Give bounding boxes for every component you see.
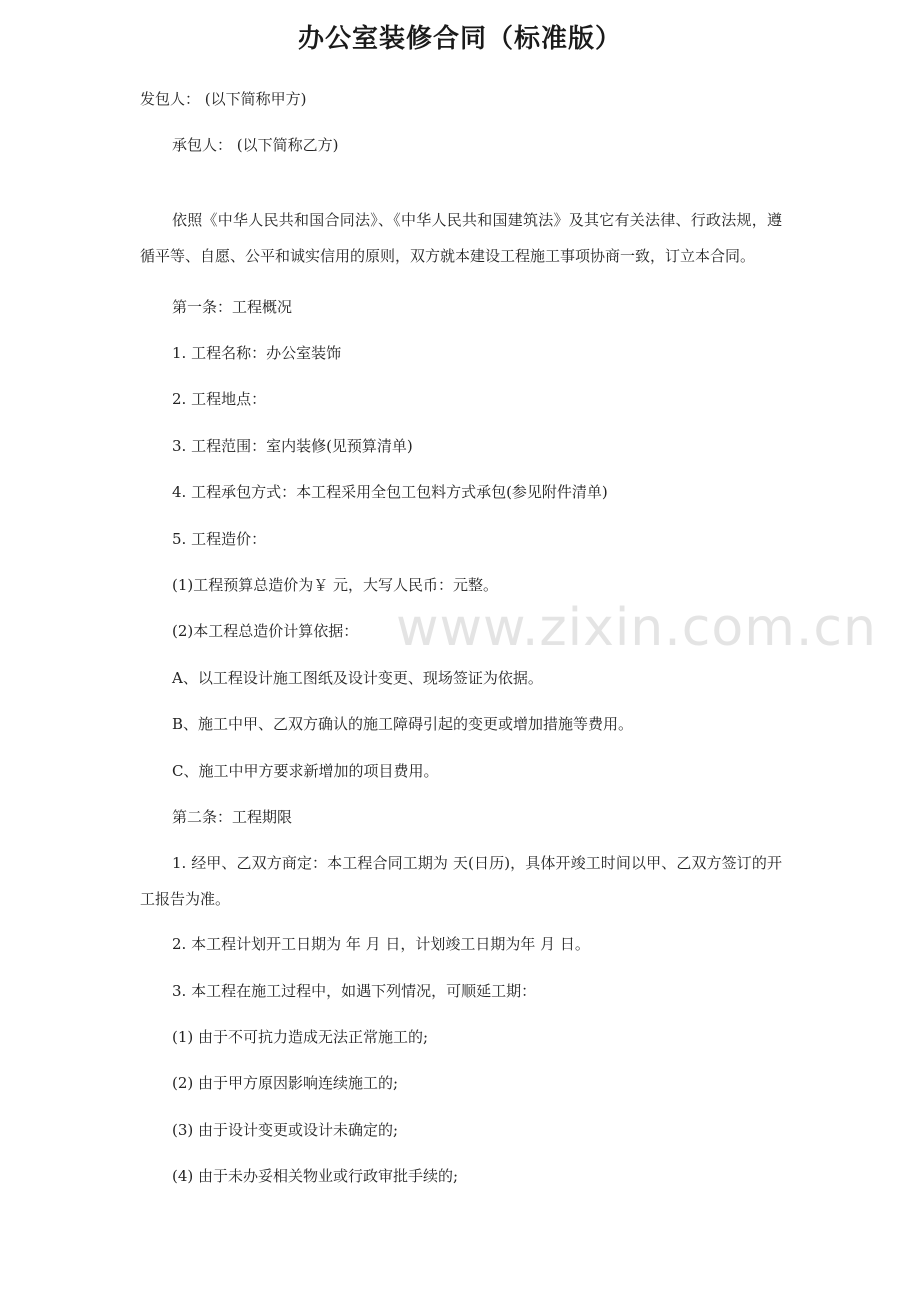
article-1-item-3: 3. 工程范围：室内装修(见预算清单): [172, 437, 413, 455]
watermark: www.zixin.com.cn: [396, 598, 877, 658]
article-2-item-2: 2. 本工程计划开工日期为 年 月 日，计划竣工日期为年 月 日。: [172, 935, 590, 953]
article-2-item-3-case-1: (1) 由于不可抗力造成无法正常施工的;: [172, 1028, 429, 1046]
article-2-item-1: 1. 经甲、乙双方商定：本工程合同工期为 天(日历)，具体开竣工时间以甲、乙双方签订的开工报告为准。: [140, 854, 782, 908]
article-1-item-2: 2. 工程地点：: [172, 390, 267, 408]
article-1-basis-b: B、施工中甲、乙双方确认的施工障碍引起的变更或增加措施等费用。: [172, 715, 634, 733]
article-2-heading: 第二条：工程期限: [172, 808, 293, 826]
article-1-basis-c: C、施工中甲方要求新增加的项目费用。: [172, 762, 439, 780]
article-2-item-3: 3. 本工程在施工过程中，如遇下列情况，可顺延工期：: [172, 982, 537, 1000]
preamble-paragraph: 依照《中华人民共和国合同法》、《中华人民共和国建筑法》及其它有关法律、行政法规，遵循平等、自愿、公平和诚实信用的原则，双方就本建设工程施工事项协商一致，订立本合同。: [140, 211, 782, 265]
article-1-item-5: 5. 工程造价：: [172, 530, 267, 548]
article-1-item-4: 4. 工程承包方式：本工程采用全包工包料方式承包(参见附件清单): [172, 483, 608, 501]
article-1-item-5-sub-2: (2)本工程总造价计算依据：: [172, 622, 359, 640]
article-2-item-3-case-3: (3) 由于设计变更或设计未确定的;: [172, 1121, 399, 1139]
article-1-item-1: 1. 工程名称：办公室装饰: [172, 344, 342, 362]
article-1-basis-a: A、以工程设计施工图纸及设计变更、现场签证为依据。: [172, 669, 543, 687]
document-title: 办公室装修合同（标准版）: [297, 24, 622, 54]
article-2-item-3-case-2: (2) 由于甲方原因影响连续施工的;: [172, 1074, 399, 1092]
party-b-line: 承包人： (以下简称乙方): [172, 136, 339, 154]
article-2-item-3-case-4: (4) 由于未办妥相关物业或行政审批手续的;: [172, 1167, 459, 1185]
party-a-line: 发包人： (以下简称甲方): [140, 90, 307, 108]
article-1-item-5-sub-1: (1)工程预算总造价为￥ 元，大写人民币：元整。: [172, 576, 499, 594]
article-1-heading: 第一条：工程概况: [172, 298, 293, 316]
